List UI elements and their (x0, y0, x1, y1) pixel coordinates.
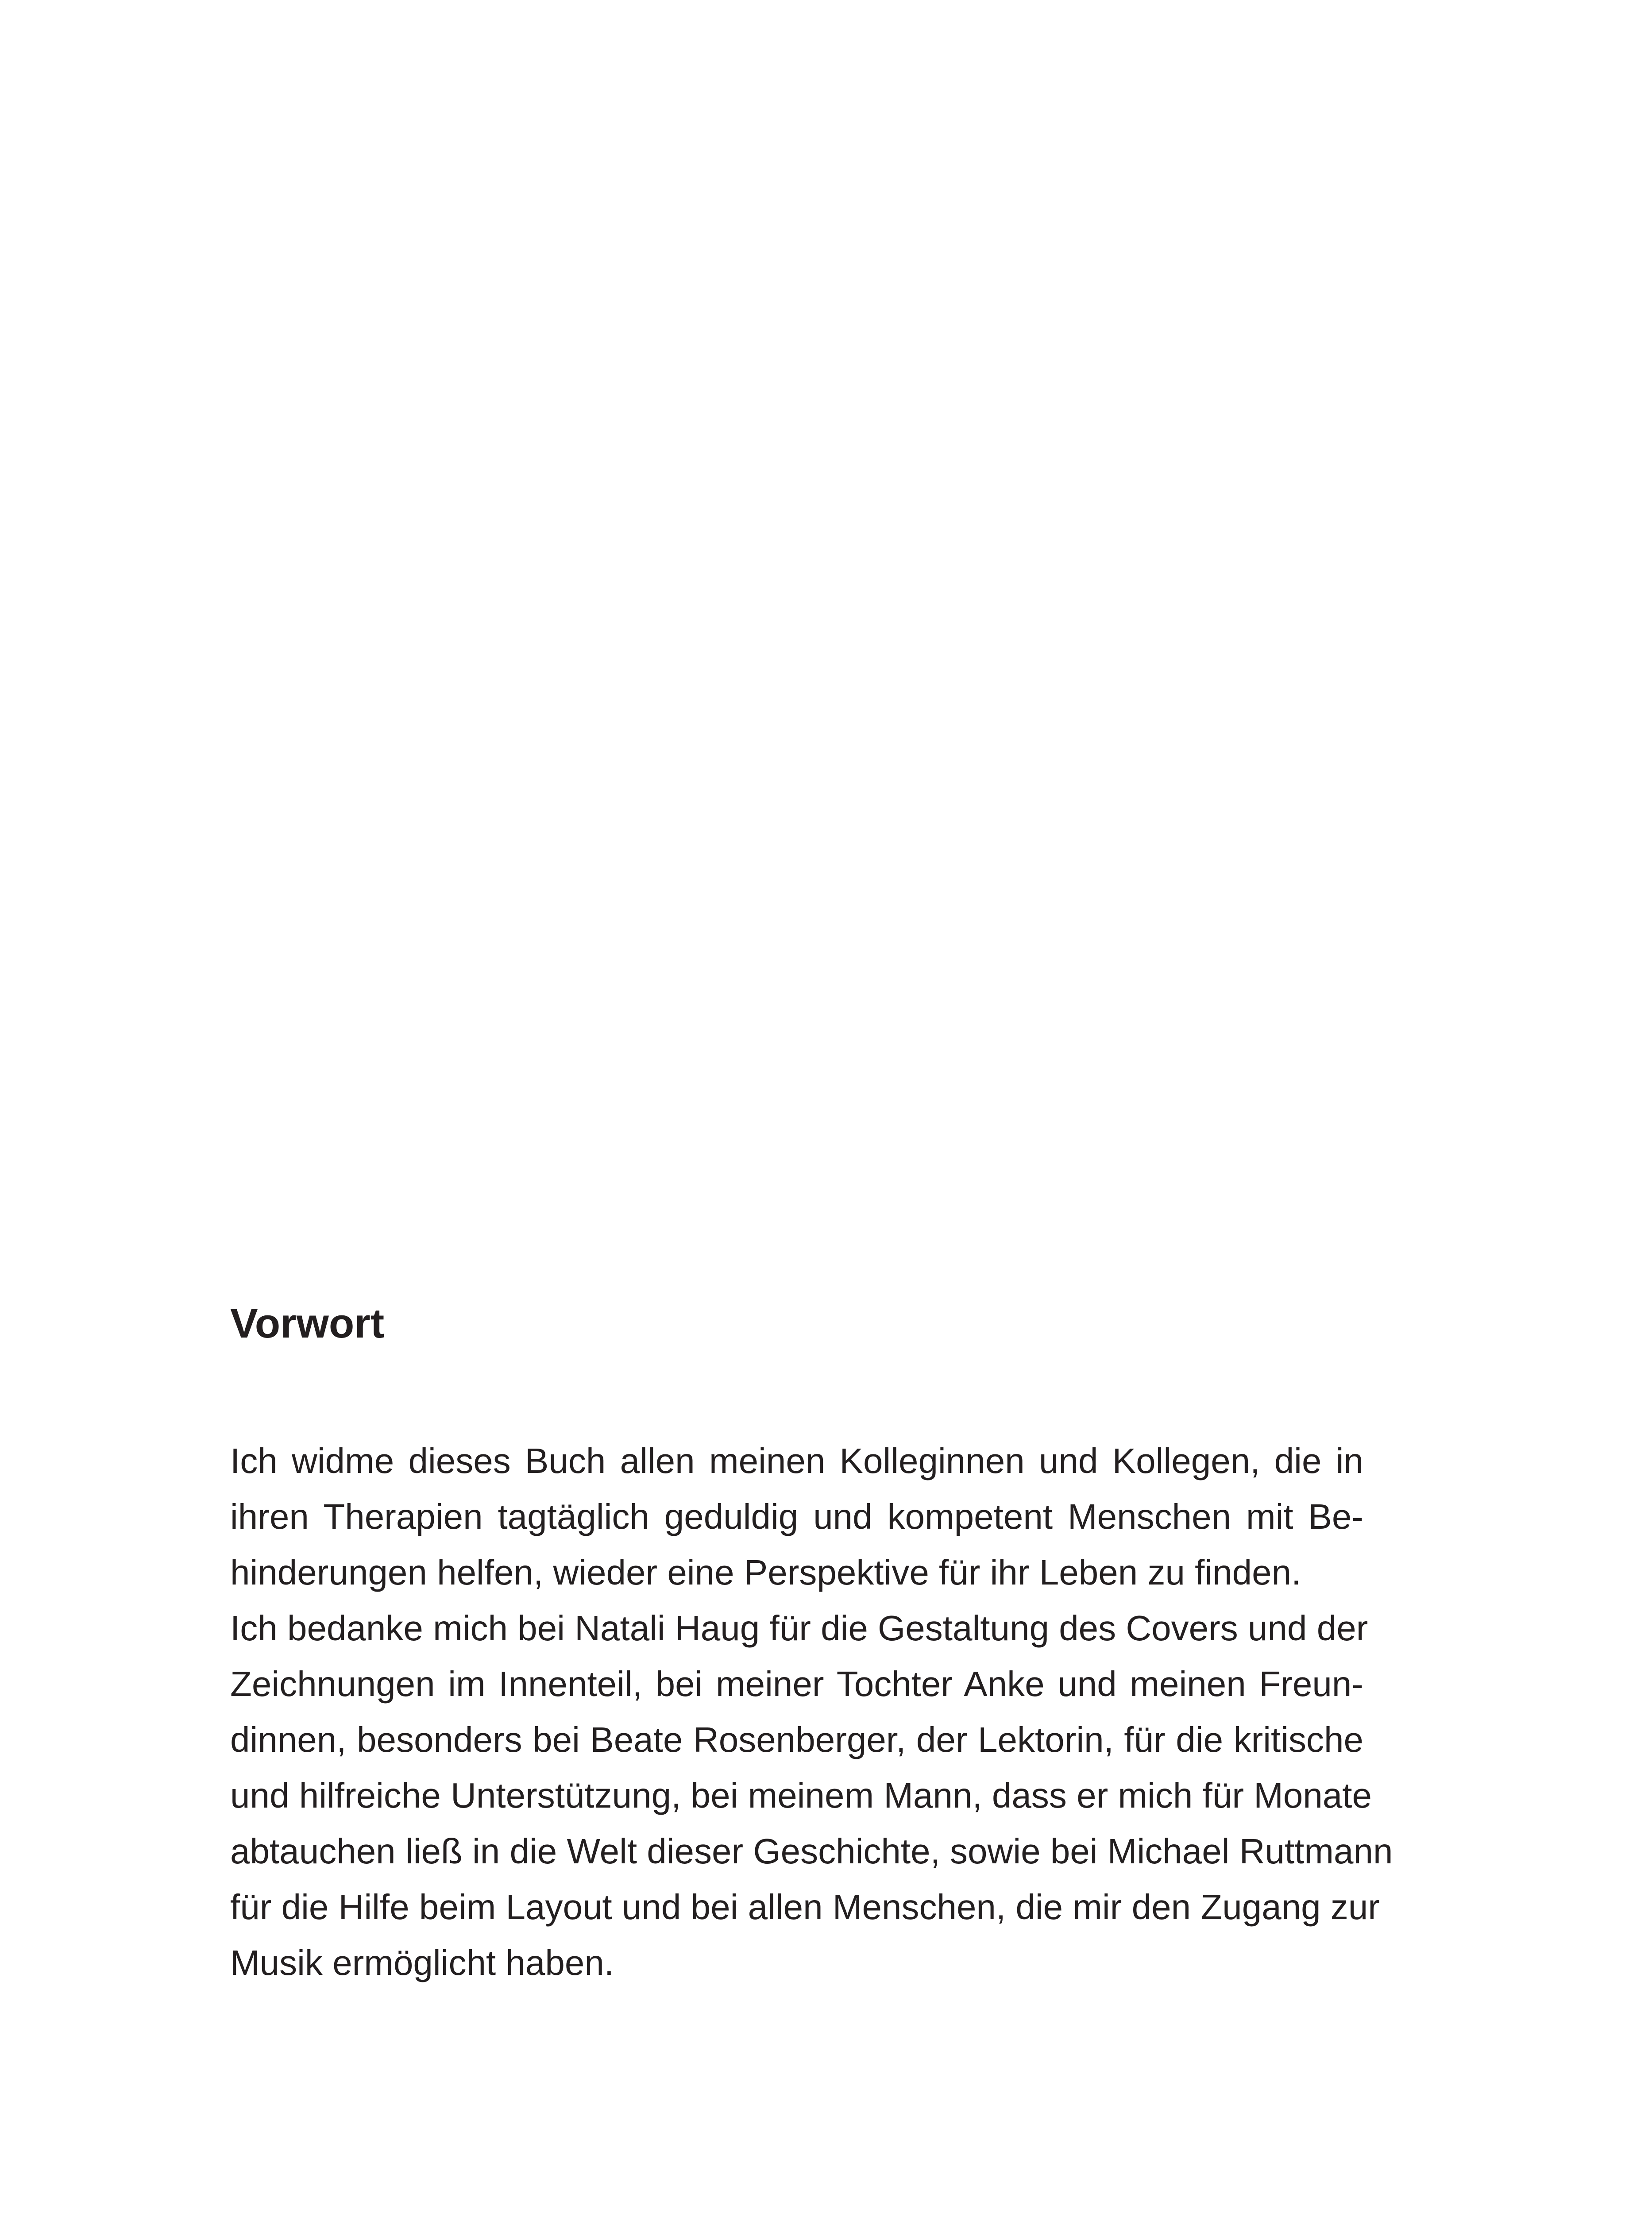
page-title: Vorwort (230, 1300, 385, 1346)
text-line: Ich bedanke mich bei Natali Haug für die Gestaltung des Covers und der (230, 1608, 1368, 1648)
foreword-section (230, 1297, 1393, 1991)
text-line: dinnen, besonders bei Beate Rosenberger, der Lektorin, für die kritische (230, 1720, 1363, 1759)
text-line: Ich widme dieses Buch allen meinen Kolleginnen und Kollegen, die in (230, 1441, 1363, 1480)
text-line: Zeichnungen im Innenteil, bei meiner Tochter Anke und meinen Freun- (230, 1664, 1363, 1704)
text-line: hinderungen helfen, wieder eine Perspektive für ihr Leben zu finden. (230, 1553, 1301, 1592)
text-line: und hilfreiche Unterstützung, bei meinem Mann, dass er mich für Monate (230, 1776, 1372, 1815)
paragraph-acknowledgements (230, 1600, 1393, 1991)
text-line: Musik ermöglicht haben. (230, 1943, 614, 1982)
text-line: abtauchen ließ in die Welt dieser Geschichte, sowie bei Michael Ruttmann (230, 1831, 1393, 1871)
text-line: für die Hilfe beim Layout und bei allen Menschen, die mir den Zugang zur (230, 1887, 1380, 1927)
paragraph-dedication (230, 1433, 1363, 1600)
text-line: ihren Therapien tagtäglich geduldig und kompetent Menschen mit Be- (230, 1497, 1363, 1536)
